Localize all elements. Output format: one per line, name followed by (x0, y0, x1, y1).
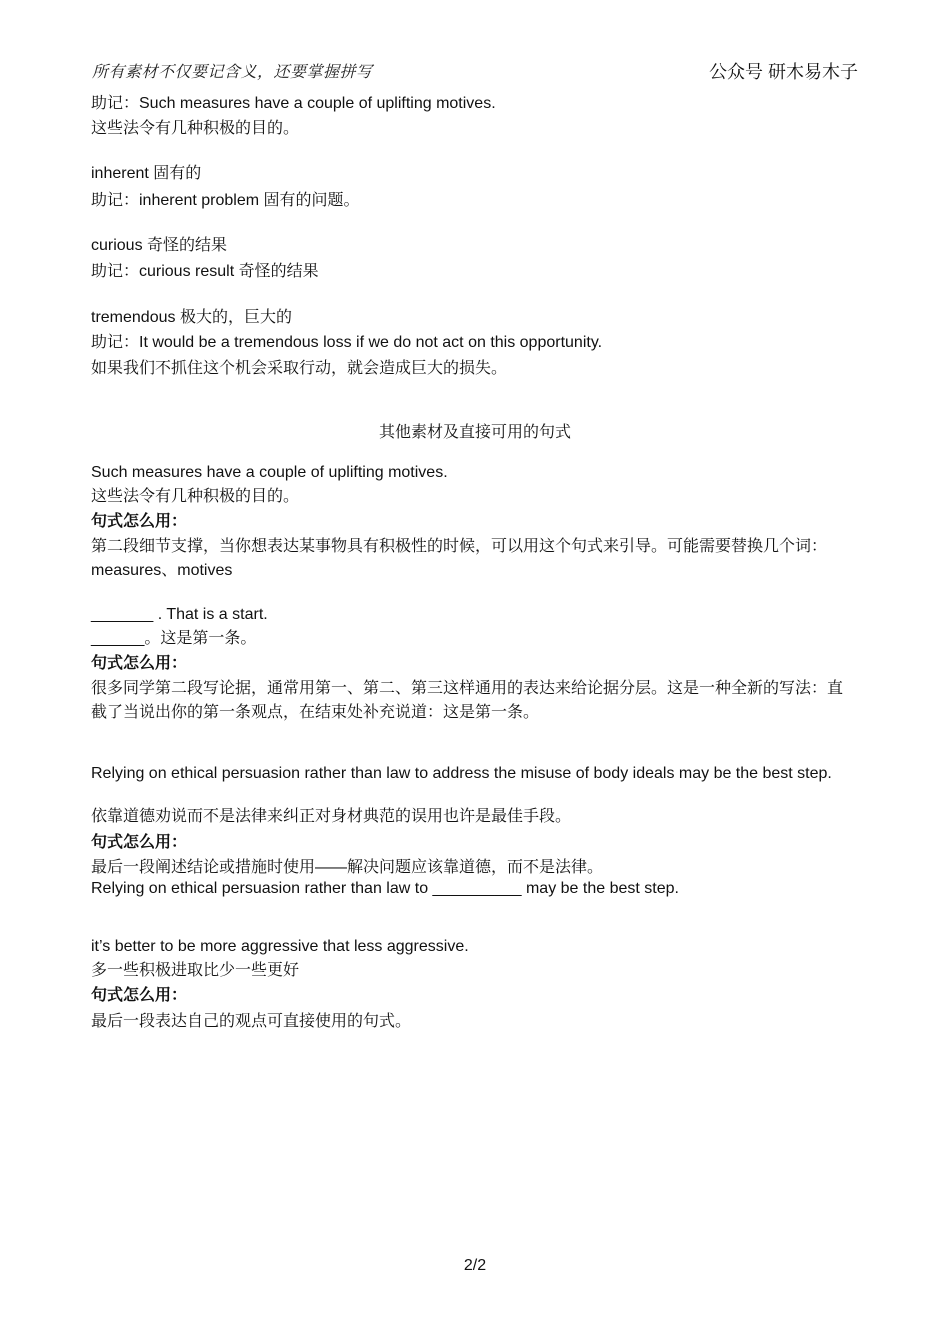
pattern-1-usage: 第二段细节支撑，当你想表达某事物具有积极性的时候，可以用这个句式来引导。可能需要替换几个词：measures、motives (91, 538, 828, 579)
pattern-2-sentence: _______ . That is a start. (91, 606, 268, 623)
vocab-2-mnemonic: 助记：inherent problem 固有的问题。 (91, 192, 360, 209)
header-left-note: 所有素材不仅要记含义，还要掌握拼写 (92, 62, 373, 81)
vocab-1-mnemonic: 助记：Such measures have a couple of uplifting motives. (91, 95, 496, 112)
vocab-4-mnemonic: 助记：It would be a tremendous loss if we do not act on this opportunity. (91, 334, 603, 351)
pattern-2-translation: ______。这是第一条。 (91, 630, 257, 647)
pattern-3-template: Relying on ethical persuasion rather than law to __________ may be the best step. (91, 880, 679, 897)
pattern-1-sentence: Such measures have a couple of uplifting motives. (91, 464, 448, 481)
pattern-3-sentence: Relying on ethical persuasion rather than law to address the misuse of body ideals may be the best step. (91, 765, 832, 782)
pattern-4-usage: 最后一段表达自己的观点可直接使用的句式。 (91, 1013, 412, 1030)
pattern-3-usage: 最后一段阐述结论或措施时使用——解决问题应该靠道德，而不是法律。 (91, 859, 604, 876)
pattern-1-usage-label: 句式怎么用： (91, 513, 188, 530)
pattern-3-translation: 依靠道德劝说而不是法律来纠正对身材典范的误用也许是最佳手段。 (91, 808, 572, 825)
pattern-4-sentence: it’s better to be more aggressive that less aggressive. (91, 938, 469, 955)
pattern-2-usage-label: 句式怎么用： (91, 655, 188, 672)
pattern-4-translation: 多一些积极进取比少一些更好 (91, 962, 300, 979)
pattern-1-translation: 这些法令有几种积极的目的。 (91, 488, 300, 505)
page-number: 2/2 (463, 1257, 487, 1274)
vocab-2-term: inherent 固有的 (91, 165, 202, 182)
header-account-name: 公众号 研木易木子 (708, 62, 858, 82)
pattern-4-usage-label: 句式怎么用： (91, 987, 188, 1004)
vocab-4-translation: 如果我们不抓住这个机会采取行动，就会造成巨大的损失。 (91, 360, 508, 377)
pattern-2-usage: 很多同学第二段写论据，通常用第一、第二、第三这样通用的表达来给论据分层。这是一种全新的写法：直截了当说出你的第一条观点，在结束处补充说道：这是第一条。 (91, 680, 844, 721)
vocab-4-term: tremendous 极大的，巨大的 (91, 309, 292, 326)
pattern-3-usage-label: 句式怎么用： (91, 834, 188, 851)
vocab-3-mnemonic: 助记：curious result 奇怪的结果 (91, 263, 319, 280)
vocab-1-translation: 这些法令有几种积极的目的。 (91, 120, 300, 137)
section-title: 其他素材及直接可用的句式 (378, 424, 571, 441)
vocab-3-term: curious 奇怪的结果 (91, 237, 228, 254)
